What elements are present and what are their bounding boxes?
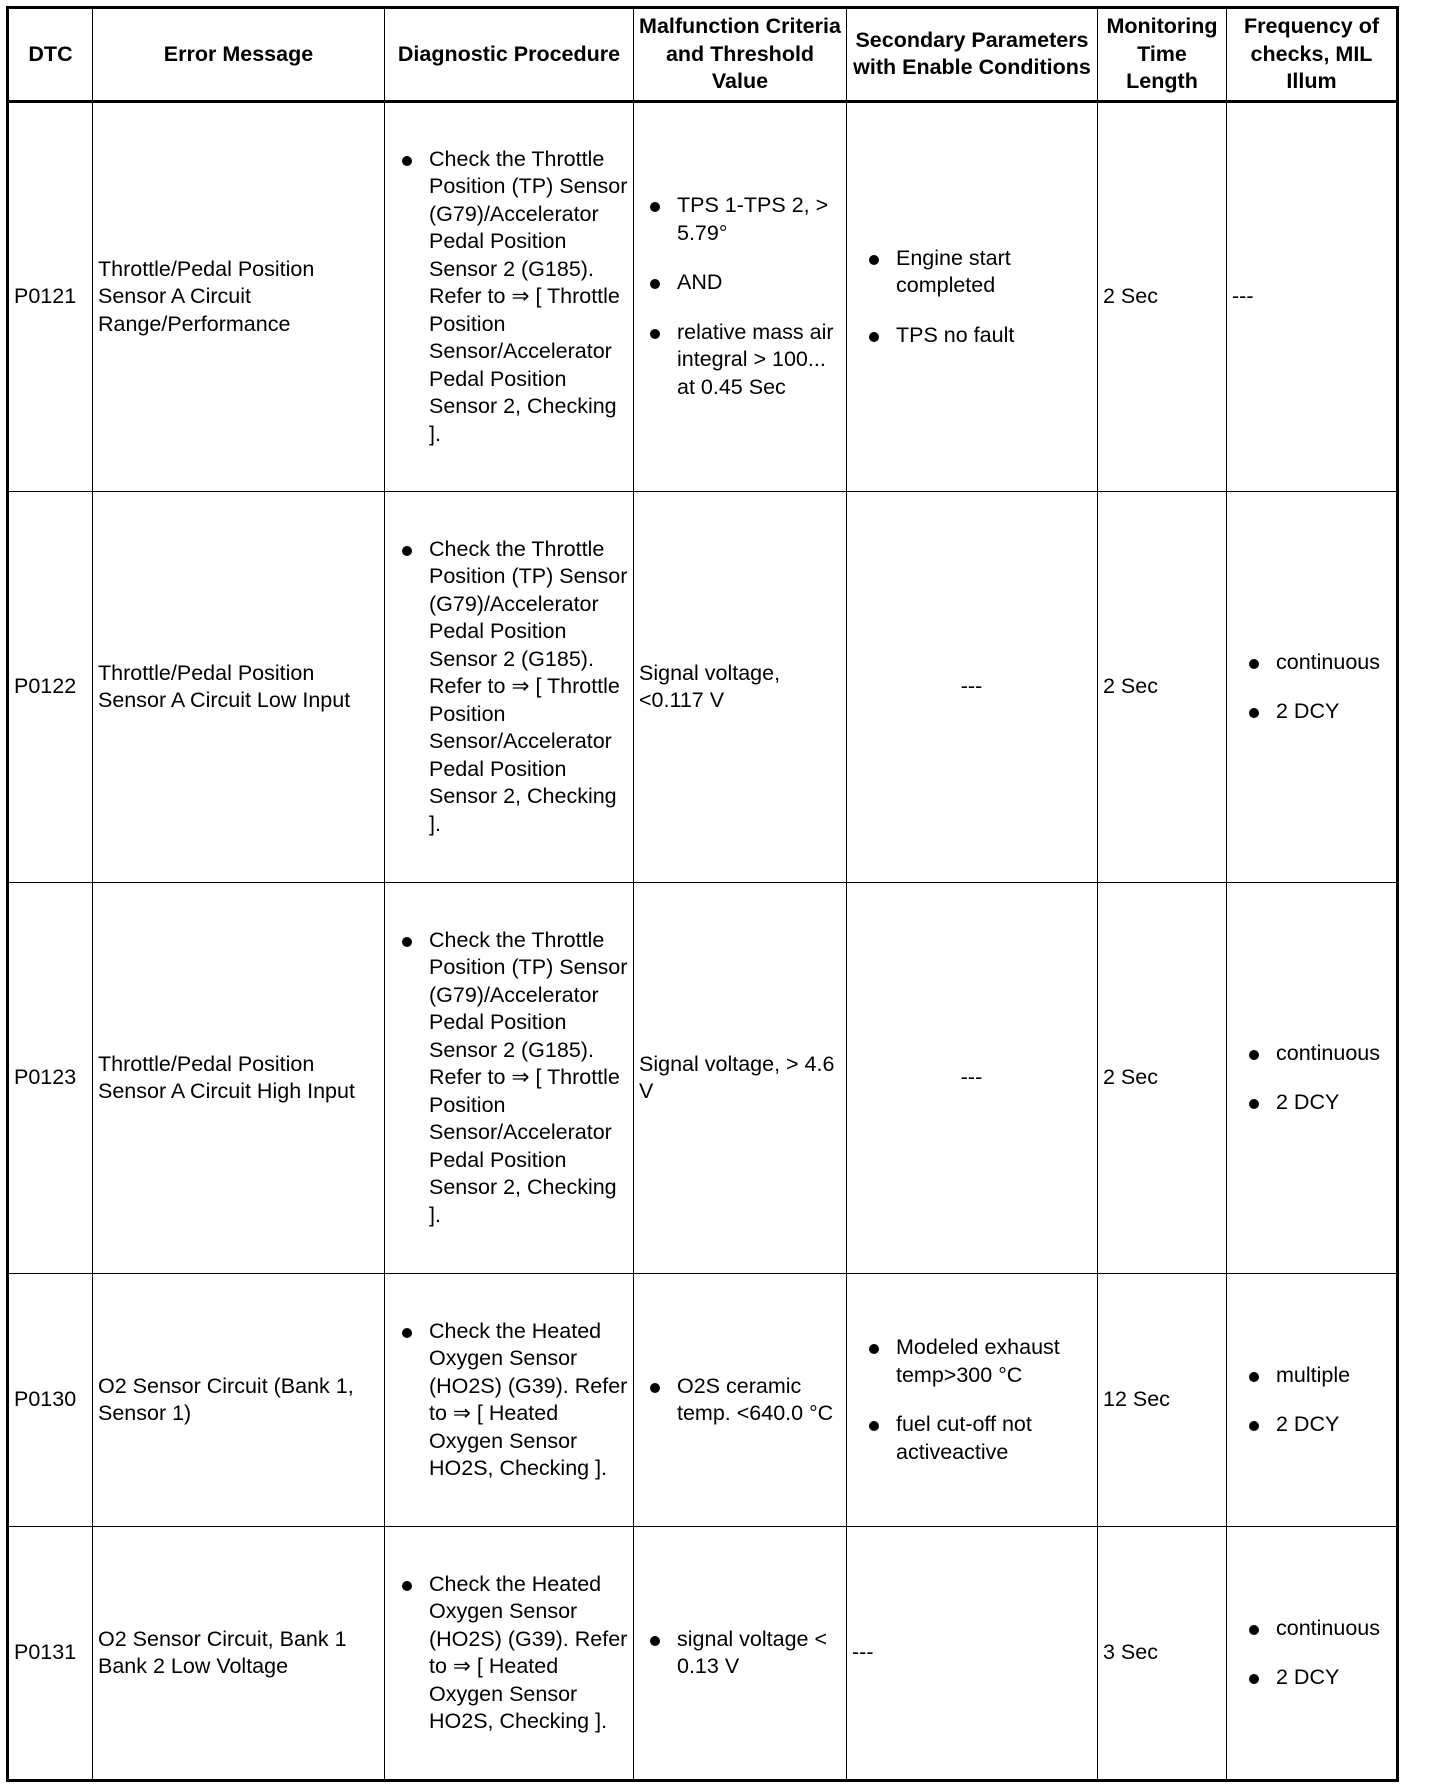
- frequency: [1227, 883, 1398, 1274]
- header-row: [8, 8, 1398, 102]
- dtc-code: P0122: [8, 492, 93, 883]
- table-row: [8, 1527, 1398, 1781]
- frequency: [1227, 1527, 1398, 1781]
- diagnostic-procedure: [385, 1527, 634, 1781]
- table-row: [8, 1273, 1398, 1527]
- secondary-parameters: ---: [847, 883, 1098, 1274]
- criteria-item: TPS 1-TPS 2, > 5.79°: [647, 192, 840, 247]
- header-frequency: Frequency of checks, MIL Illum: [1227, 8, 1398, 102]
- secondary-item: fuel cut-off not activeactive: [866, 1411, 1091, 1466]
- frequency-item: 2 DCY: [1246, 1664, 1391, 1692]
- header-diagnostic-procedure: Diagnostic Procedure: [385, 8, 634, 102]
- error-message: Throttle/Pedal Position Sensor A Circuit High Input: [93, 883, 385, 1274]
- criteria-item: AND: [647, 269, 840, 297]
- frequency-item: multiple: [1246, 1362, 1391, 1390]
- dtc-table: [6, 6, 1399, 1782]
- dtc-code: P0123: [8, 883, 93, 1274]
- secondary-parameters: ---: [847, 1527, 1098, 1781]
- monitoring-time: 3 Sec: [1098, 1527, 1227, 1781]
- secondary-parameters: [847, 101, 1098, 492]
- table-row: [8, 101, 1398, 492]
- header-error-message: Error Message: [93, 8, 385, 102]
- malfunction-criteria: [634, 1527, 847, 1781]
- diagnostic-procedure: [385, 1273, 634, 1527]
- monitoring-time: 12 Sec: [1098, 1273, 1227, 1527]
- secondary-item: TPS no fault: [866, 322, 1091, 350]
- diagnostic-procedure: [385, 883, 634, 1274]
- frequency: ---: [1227, 101, 1398, 492]
- frequency: [1227, 1273, 1398, 1527]
- secondary-parameters: ---: [847, 492, 1098, 883]
- procedure-item: Check the Throttle Position (TP) Sensor (G79)/Accelerator Pedal Position Sensor 2 (G185). Refer to ⇒ [ Throttle Position Sensor/Accelerator Pedal Position Sensor 2, Checking ].: [399, 927, 629, 1230]
- frequency-item: 2 DCY: [1246, 1411, 1391, 1439]
- diagnostic-procedure: [385, 492, 634, 883]
- malfunction-criteria: Signal voltage, <0.117 V: [634, 492, 847, 883]
- table-row: [8, 883, 1398, 1274]
- table-row: [8, 492, 1398, 883]
- dtc-code: P0130: [8, 1273, 93, 1527]
- monitoring-time: 2 Sec: [1098, 101, 1227, 492]
- frequency-item: continuous: [1246, 1615, 1391, 1643]
- frequency-item: 2 DCY: [1246, 698, 1391, 726]
- procedure-item: Check the Throttle Position (TP) Sensor (G79)/Accelerator Pedal Position Sensor 2 (G185). Refer to ⇒ [ Throttle Position Sensor/Accelerator Pedal Position Sensor 2, Checking ].: [399, 536, 629, 839]
- error-message: O2 Sensor Circuit (Bank 1, Sensor 1): [93, 1273, 385, 1527]
- procedure-item: Check the Throttle Position (TP) Sensor (G79)/Accelerator Pedal Position Sensor 2 (G185). Refer to ⇒ [ Throttle Position Sensor/Accelerator Pedal Position Sensor 2, Checking ].: [399, 146, 629, 449]
- malfunction-criteria: [634, 101, 847, 492]
- malfunction-criteria: [634, 1273, 847, 1527]
- error-message: Throttle/Pedal Position Sensor A Circuit Range/Performance: [93, 101, 385, 492]
- dtc-code: P0121: [8, 101, 93, 492]
- procedure-item: Check the Heated Oxygen Sensor (HO2S) (G39). Refer to ⇒ [ Heated Oxygen Sensor HO2S, Checking ].: [399, 1571, 629, 1736]
- monitoring-time: 2 Sec: [1098, 883, 1227, 1274]
- frequency-item: 2 DCY: [1246, 1089, 1391, 1117]
- error-message: O2 Sensor Circuit, Bank 1 Bank 2 Low Voltage: [93, 1527, 385, 1781]
- secondary-item: Engine start completed: [866, 245, 1091, 300]
- diagnostic-procedure: [385, 101, 634, 492]
- frequency: [1227, 492, 1398, 883]
- secondary-item: Modeled exhaust temp>300 °C: [866, 1334, 1091, 1389]
- header-secondary-parameters: Secondary Parameters with Enable Conditions: [847, 8, 1098, 102]
- error-message: Throttle/Pedal Position Sensor A Circuit Low Input: [93, 492, 385, 883]
- frequency-item: continuous: [1246, 649, 1391, 677]
- criteria-item: signal voltage < 0.13 V: [647, 1626, 840, 1681]
- criteria-item: relative mass air integral > 100... at 0.45 Sec: [647, 319, 840, 402]
- frequency-item: continuous: [1246, 1040, 1391, 1068]
- header-dtc: DTC: [8, 8, 93, 102]
- procedure-item: Check the Heated Oxygen Sensor (HO2S) (G39). Refer to ⇒ [ Heated Oxygen Sensor HO2S, Checking ].: [399, 1318, 629, 1483]
- header-malfunction-criteria: Malfunction Criteria and Threshold Value: [634, 8, 847, 102]
- malfunction-criteria: Signal voltage, > 4.6 V: [634, 883, 847, 1274]
- header-monitoring-time: Monitoring Time Length: [1098, 8, 1227, 102]
- criteria-item: O2S ceramic temp. <640.0 °C: [647, 1373, 840, 1428]
- dtc-code: P0131: [8, 1527, 93, 1781]
- monitoring-time: 2 Sec: [1098, 492, 1227, 883]
- secondary-parameters: [847, 1273, 1098, 1527]
